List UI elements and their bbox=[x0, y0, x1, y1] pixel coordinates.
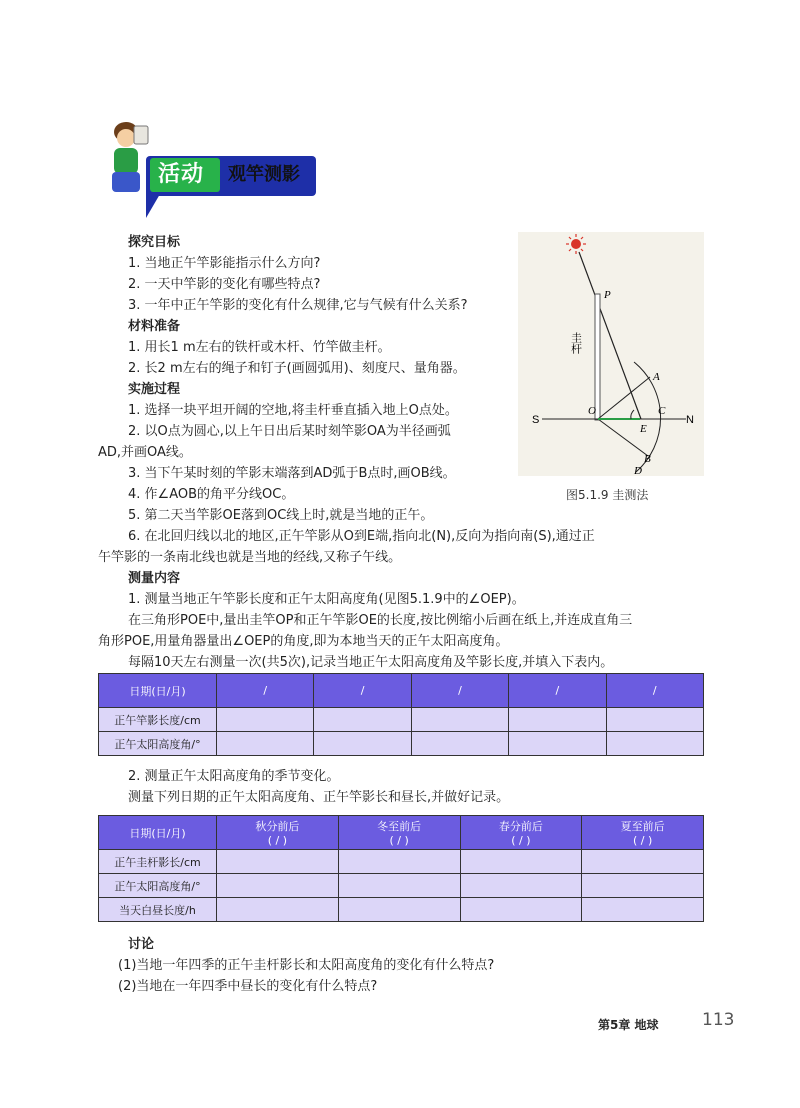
goal-1: 1. 当地正午竿影能指示什么方向? bbox=[128, 256, 321, 271]
table2-cell[interactable] bbox=[460, 874, 582, 898]
daily-measure-table bbox=[98, 673, 704, 756]
table1-cell[interactable] bbox=[411, 732, 508, 756]
table1-date-cell[interactable]: / bbox=[606, 674, 703, 708]
table2-header-label: 日期(日/月) bbox=[99, 816, 217, 850]
table1-header-label: 日期(日/月) bbox=[99, 674, 217, 708]
table2-column-header bbox=[460, 816, 582, 850]
label-A: A bbox=[653, 371, 660, 383]
table2-cell[interactable] bbox=[582, 874, 704, 898]
season-intro-1: 2. 测量正午太阳高度角的季节变化。 bbox=[128, 769, 340, 784]
table1-cell[interactable] bbox=[217, 732, 314, 756]
activity-badge-label: 活动 bbox=[158, 162, 205, 187]
sun-icon bbox=[566, 234, 586, 254]
table1-cell[interactable] bbox=[411, 708, 508, 732]
discussion-1: (1)当地一年四季的正午圭杆影长和太阳高度角的变化有什么特点? bbox=[118, 958, 495, 973]
activity-topic: 观竿测影 bbox=[228, 164, 300, 185]
measure-2b: 角形POE,用量角器量出∠OEP的角度,即为本地当天的正午太阳高度角。 bbox=[98, 634, 509, 649]
table2-column-header bbox=[338, 816, 460, 850]
materials-heading: 材料准备 bbox=[128, 319, 181, 334]
table1-cell[interactable] bbox=[314, 708, 411, 732]
table2-cell[interactable] bbox=[217, 874, 339, 898]
activity-header bbox=[98, 118, 338, 228]
table1-date-cell[interactable]: / bbox=[314, 674, 411, 708]
table1-cell[interactable] bbox=[314, 732, 411, 756]
label-pole: 圭杆 bbox=[569, 332, 583, 354]
table2-cell[interactable] bbox=[460, 850, 582, 874]
table2-cell[interactable] bbox=[338, 898, 460, 922]
table2-column-sub: ( / ) bbox=[389, 834, 409, 847]
table2-column-header bbox=[217, 816, 339, 850]
label-S: S bbox=[532, 414, 540, 426]
table2-row-label: 正午太阳高度角/° bbox=[99, 874, 217, 898]
process-5: 5. 第二天当竿影OE落到OC线上时,就是当地的正午。 bbox=[128, 508, 434, 523]
figure-gnomon-method bbox=[518, 232, 704, 476]
table1-cell[interactable] bbox=[606, 708, 703, 732]
measure-2: 在三角形POE中,量出圭竿OP和正午竿影OE的长度,按比例缩小后画在纸上,并连成直角三 bbox=[128, 613, 633, 628]
label-E: E bbox=[640, 423, 647, 435]
table2-column-sub: ( / ) bbox=[632, 834, 653, 847]
label-O: O bbox=[588, 405, 596, 417]
table2-cell[interactable] bbox=[338, 850, 460, 874]
measure-1: 1. 测量当地正午竿影长度和正午太阳高度角(见图5.1.9中的∠OEP)。 bbox=[128, 592, 525, 607]
table2-cell[interactable] bbox=[217, 898, 339, 922]
table2-cell[interactable] bbox=[338, 874, 460, 898]
process-3: 3. 当下午某时刻的竿影末端落到AD弧于B点时,画OB线。 bbox=[128, 466, 456, 481]
process-1: 1. 选择一块平坦开阔的空地,将圭杆垂直插入地上O点处。 bbox=[128, 403, 458, 418]
material-1: 1. 用长1 m左右的铁杆或木杆、竹竿做圭杆。 bbox=[128, 340, 391, 355]
table2-column-name: 秋分前后 bbox=[255, 820, 300, 833]
table2-column-name: 冬至前后 bbox=[377, 820, 422, 833]
process-6b: 午竿影的一条南北线也就是当地的经线,又称子午线。 bbox=[98, 550, 402, 565]
table2-column-sub: ( / ) bbox=[511, 834, 531, 847]
label-B: B bbox=[644, 453, 651, 465]
table1-cell[interactable] bbox=[606, 732, 703, 756]
table1-date-cell[interactable]: / bbox=[509, 674, 606, 708]
goal-2: 2. 一天中竿影的变化有哪些特点? bbox=[128, 277, 321, 292]
label-C: C bbox=[658, 405, 666, 417]
gnomon-diagram bbox=[518, 232, 704, 476]
table2-cell[interactable] bbox=[582, 898, 704, 922]
table1-date-cell[interactable]: / bbox=[217, 674, 314, 708]
process-6: 6. 在北回归线以北的地区,正午竿影从O到E端,指向北(N),反向为指向南(S),通过正 bbox=[128, 529, 595, 544]
table2-row-label: 正午圭杆影长/cm bbox=[99, 850, 217, 874]
measure-heading: 测量内容 bbox=[128, 571, 181, 586]
process-2: 2. 以O点为圆心,以上午日出后某时刻竿影OA为半径画弧 bbox=[128, 424, 451, 439]
discussion-2: (2)当地在一年四季中昼长的变化有什么特点? bbox=[118, 979, 378, 994]
label-D: D bbox=[634, 465, 642, 476]
process-2b: AD,并画OA线。 bbox=[98, 445, 192, 460]
measure-3: 每隔10天左右测量一次(共5次),记录当地正午太阳高度角及竿影长度,并填入下表内。 bbox=[128, 655, 614, 670]
table1-cell[interactable] bbox=[509, 732, 606, 756]
table2-cell[interactable] bbox=[582, 850, 704, 874]
table2-row-label: 当天白昼长度/h bbox=[99, 898, 217, 922]
activity-badge-tail bbox=[146, 194, 160, 218]
table1-row-label: 正午太阳高度角/° bbox=[99, 732, 217, 756]
discussion-heading: 讨论 bbox=[128, 937, 155, 952]
figure-caption: 图5.1.9 圭测法 bbox=[566, 488, 649, 502]
goal-heading: 探究目标 bbox=[128, 235, 181, 250]
table2-column-name: 春分前后 bbox=[498, 820, 543, 833]
table2-column-header bbox=[582, 816, 704, 850]
table2-cell[interactable] bbox=[217, 850, 339, 874]
page-number: 113 bbox=[702, 1010, 735, 1030]
table2-column-sub: ( / ) bbox=[267, 834, 288, 847]
season-intro-2: 测量下列日期的正午太阳高度角、正午竿影长和昼长,并做好记录。 bbox=[128, 790, 510, 805]
table1-cell[interactable] bbox=[217, 708, 314, 732]
process-4: 4. 作∠AOB的角平分线OC。 bbox=[128, 487, 295, 502]
table2-cell[interactable] bbox=[460, 898, 582, 922]
seasonal-measure-table bbox=[98, 815, 704, 922]
table1-date-cell[interactable]: / bbox=[411, 674, 508, 708]
table2-column-name: 夏至前后 bbox=[620, 820, 665, 833]
table1-row-label: 正午竿影长度/cm bbox=[99, 708, 217, 732]
chapter-label: 第5章 地球 bbox=[598, 1018, 659, 1032]
process-heading: 实施过程 bbox=[128, 382, 181, 397]
label-N: N bbox=[686, 414, 694, 426]
label-P: P bbox=[604, 289, 611, 301]
material-2: 2. 长2 m左右的绳子和钉子(画圆弧用)、刻度尺、量角器。 bbox=[128, 361, 466, 376]
table1-cell[interactable] bbox=[509, 708, 606, 732]
goal-3: 3. 一年中正午竿影的变化有什么规律,它与气候有什么关系? bbox=[128, 298, 468, 313]
